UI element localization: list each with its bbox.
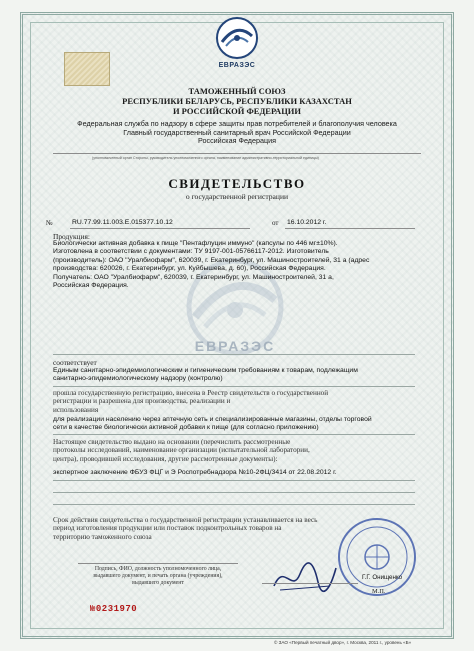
- date-label: от: [272, 219, 279, 227]
- product-line-3: (производитель): ОАО "Уралбиофарм", 620039, г. Екатеринбург, ул. Машиностроителей, 31 а (адрес: [53, 256, 370, 264]
- hologram-seal: [64, 52, 110, 86]
- eurasec-emblem-icon: [212, 16, 262, 62]
- union-line-3: И РОССИЙСКОЙ ФЕДЕРАЦИИ: [172, 106, 302, 116]
- agency-heading: [40, 120, 434, 146]
- agency-line-3: Российская Федерация: [198, 136, 276, 146]
- registry-divider: [53, 386, 415, 387]
- compliance-block: [53, 367, 415, 384]
- usage-line-2: сети в качестве биологически активной добавки к пище (для согласно приложению): [53, 424, 319, 432]
- usage-block: [53, 416, 415, 433]
- union-line-2: РЕСПУБЛИКИ БЕЛАРУСЬ, РЕСПУБЛИКИ КАЗАХСТАН: [122, 96, 352, 106]
- signature-note-line: [78, 563, 238, 564]
- compliance-label: соответствует: [53, 358, 97, 367]
- product-line-1: Биологически активная добавка к пище "Пентафлуцин иммуно" (капсулы по 446 мг±10%).: [53, 240, 338, 247]
- product-line-2: Изготовлена в соответствии с документами: ТУ 9197-001-05766117-2012. Изготовитель: [53, 248, 329, 256]
- basis-line-3: центра), проводившей исследования, другие рассмотренные документы):: [53, 454, 278, 463]
- printer-footer: © ЗАО «Первый печатный двор», г. Москва, 2011 г., уровень «Б»: [274, 640, 412, 645]
- basis-line-2: протоколы исследований, наименование организации (испытательной лаборатории,: [53, 446, 310, 455]
- validity-line-3: территорию таможенного союза: [53, 532, 152, 541]
- validity-line-2: период изготовления продукции или поставок подконтрольных товаров на: [53, 524, 282, 533]
- agency-line-2: Главный государственный санитарный врач Российской Федерации: [123, 127, 351, 137]
- basis-clause: [53, 438, 415, 463]
- product-label: Продукция:: [53, 232, 90, 241]
- agency-caption: (уполномоченный орган Стороны, руководитель уполномоченного органа, наименование административно-территориальной единицы): [92, 156, 319, 160]
- registry-clause: [53, 389, 415, 414]
- usage-line-1: для реализации населению через аптечную сеть и специализированные магазины, отделы торговой: [53, 416, 372, 423]
- signature-note-1: Подпись, ФИО, должность уполномоченного лица,: [94, 566, 222, 572]
- product-block: [53, 240, 415, 290]
- registration-date: 16.10.2012 г.: [287, 219, 327, 226]
- basis-underline: [53, 480, 415, 481]
- validity-line-1: Срок действия свидетельства о государственной регистрации устанавливается на весь: [53, 516, 318, 524]
- official-stamp-icon: [336, 516, 418, 598]
- serial-number: №0231970: [90, 604, 138, 614]
- blank-line-1: [53, 492, 415, 493]
- union-heading: [40, 86, 434, 116]
- product-line-6: Российская Федерация.: [53, 282, 129, 290]
- signature-note: [78, 566, 238, 587]
- seal-place-label: М.П.: [372, 588, 386, 595]
- registration-number: RU.77.99.11.003.Е.015377.10.12: [72, 219, 173, 226]
- watermark-label: ЕВРАЗЭС: [194, 338, 276, 354]
- number-underline: [70, 228, 250, 229]
- agency-underline: [53, 153, 421, 154]
- compliance-line-2: санитарно-эпидемиологическому надзору (контролю): [53, 375, 223, 383]
- product-line-5: Получатель: ОАО "Уралбиофарм", 620039, г. Екатеринбург, ул. Машиностроителей, 31 а,: [53, 273, 334, 281]
- basis-value: экспертное заключение ФБУЗ ФЦГ и Э Роспотребнадзора №10-2ФЦ/3414 от 22.08.2012 г.: [53, 469, 337, 476]
- document-title: СВИДЕТЕЛЬСТВО: [168, 176, 306, 191]
- emblem-label: ЕВРАЗЭС: [218, 62, 256, 69]
- product-line-4: производства: 620026, г. Екатеринбург, ул. Куйбышева, д. 60), Российская Федерация.: [53, 265, 326, 273]
- blank-line-2: [53, 504, 415, 505]
- document-subtitle: о государственной регистрации: [185, 192, 289, 201]
- basis-divider: [53, 434, 415, 435]
- registry-line-3: использования: [53, 405, 99, 414]
- signature-line: [262, 583, 358, 584]
- date-underline: [285, 228, 415, 229]
- compliance-line-1: Единым санитарно-эпидемиологическим и гигиеническим требованиям к товарам, подлежащим: [53, 367, 358, 374]
- compliance-divider: [53, 354, 415, 355]
- union-line-1: ТАМОЖЕННЫЙ СОЮЗ: [188, 86, 286, 96]
- handwritten-signature-icon: [270, 556, 340, 596]
- signature-note-3: выдавшего документ: [132, 580, 184, 586]
- registry-line-2: регистрации и разрешена для производства, реализации и: [53, 397, 231, 406]
- number-label: №: [46, 219, 53, 227]
- basis-line-1: Настоящее свидетельство выдано на основании (перечислить рассмотренные: [53, 438, 291, 446]
- signature-note-2: выдавшего документ, и печать органа (учреждения),: [93, 573, 223, 579]
- registry-line-1: прошла государственную регистрацию, внесена в Реестр свидетельств о государственной: [53, 389, 329, 397]
- agency-line-1: Федеральная служба по надзору в сфере защиты прав потребителей и благополучия человека: [77, 119, 397, 128]
- signatory-name: Г.Г. Онищенко: [362, 574, 403, 581]
